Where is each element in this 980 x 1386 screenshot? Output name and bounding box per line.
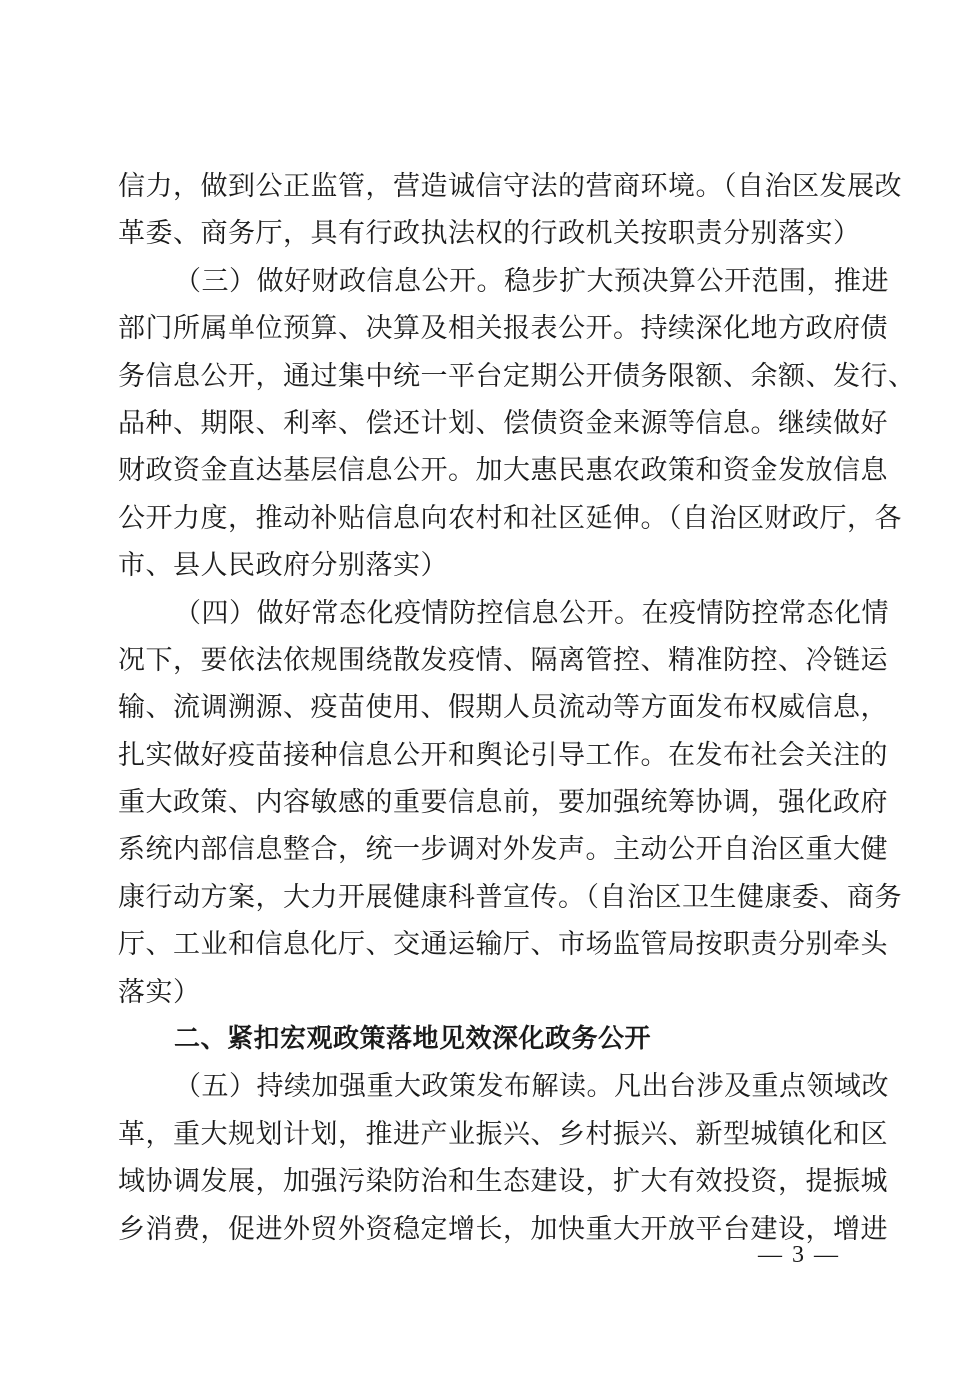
document-body xyxy=(118,163,916,1253)
text-line: 乡消费，促进外贸外资稳定增长，加快重大开放平台建设，增进 xyxy=(118,1213,888,1245)
text-line: 市、县人民政府分别落实） xyxy=(118,550,448,582)
section-heading: 二、紧扣宏观政策落地见效深化政务公开 xyxy=(174,1024,652,1055)
text-line: 厅、工业和信息化厅、交通运输厅、市场监管局按职责分别牵头 xyxy=(118,929,888,961)
text-line: 品种、期限、利率、偿还计划、偿债资金来源等信息。继续做好 xyxy=(118,407,888,439)
text-line: 况下，要依法依规围绕散发疫情、隔离管控、精准防控、冷链运 xyxy=(118,644,888,676)
text-line: （四）做好常态化疫情防控信息公开。在疫情防控常态化情 xyxy=(174,597,889,629)
text-line: 部门所属单位预算、决算及相关报表公开。持续深化地方政府债 xyxy=(118,313,888,345)
text-line: 革委、商务厅，具有行政执法权的行政机关按职责分别落实） xyxy=(118,218,861,250)
text-line: 域协调发展，加强污染防治和生态建设，扩大有效投资，提振城 xyxy=(118,1166,888,1198)
text-line: 财政资金直达基层信息公开。加大惠民惠农政策和资金发放信息 xyxy=(118,455,888,487)
text-line: 输、流调溯源、疫苗使用、假期人员流动等方面发布权威信息， xyxy=(118,692,888,724)
text-line: 扎实做好疫苗接种信息公开和舆论引导工作。在发布社会关注的 xyxy=(118,739,888,771)
text-line: （三）做好财政信息公开。稳步扩大预决算公开范围，推进 xyxy=(174,265,889,297)
text-line: 革，重大规划计划，推进产业振兴、乡村振兴、新型城镇化和区 xyxy=(118,1118,888,1150)
text-line: 信力，做到公正监管，营造诚信守法的营商环境。（自治区发展改 xyxy=(118,171,902,202)
text-line: 落实） xyxy=(118,976,201,1008)
text-line: （五）持续加强重大政策发布解读。凡出台涉及重点领域改 xyxy=(174,1071,889,1103)
text-line: 重大政策、内容敏感的重要信息前，要加强统筹协调，强化政府 xyxy=(118,787,888,819)
text-line: 系统内部信息整合，统一步调对外发声。主动公开自治区重大健 xyxy=(118,834,888,866)
text-line: 公开力度，推动补贴信息向农村和社区延伸。（自治区财政厅，各 xyxy=(118,502,902,534)
text-line: 康行动方案，大力开展健康科普宣传。（自治区卫生健康委、商务 xyxy=(118,881,902,913)
text-line: 务信息公开，通过集中统一平台定期公开债务限额、余额、发行、 xyxy=(118,360,916,392)
page-number: — 3 — xyxy=(758,1242,840,1268)
